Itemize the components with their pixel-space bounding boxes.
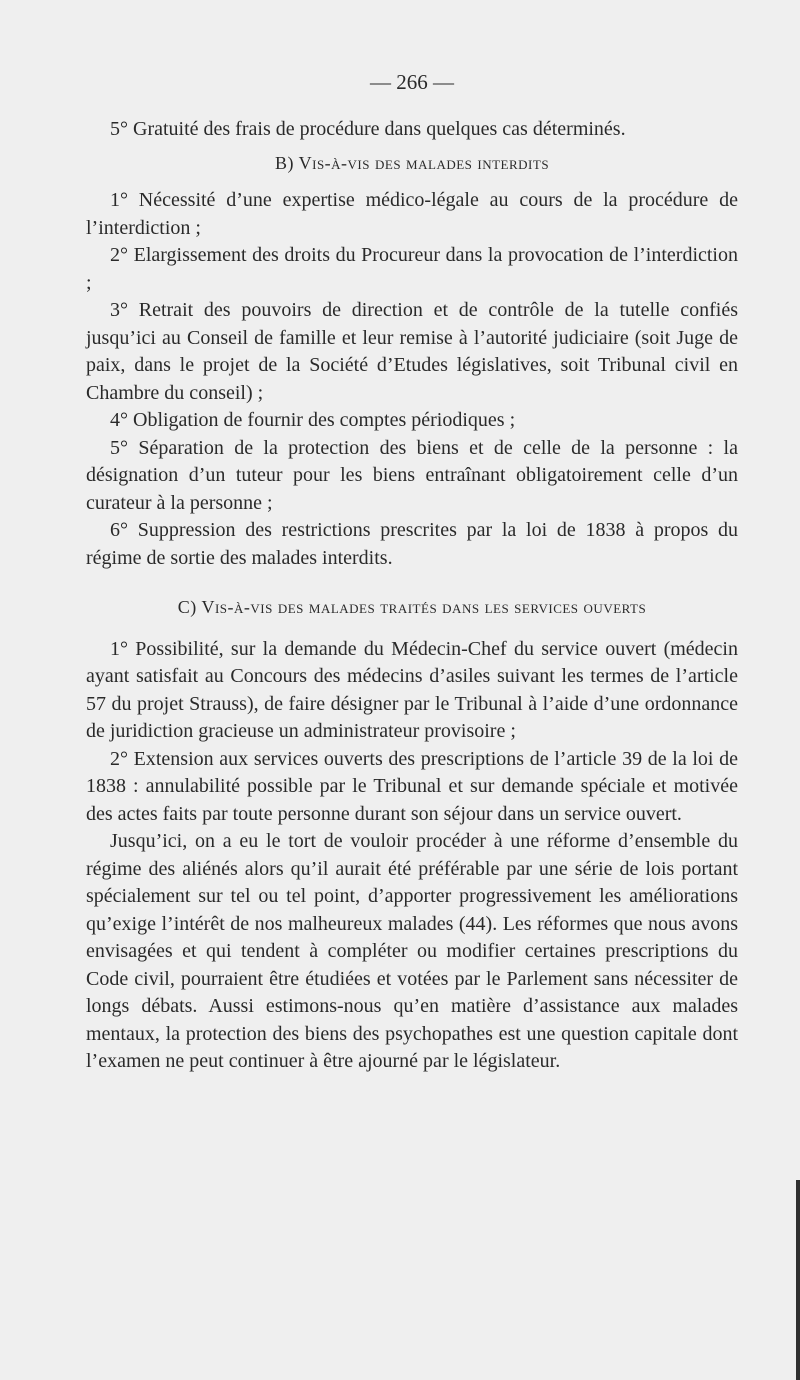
document-page [86, 68, 738, 1076]
section-c-heading: C) Vis-à-vis des malades traités dans les services ouverts [177, 597, 647, 617]
item-a-5: 5° Gratuité des frais de procédure dans quelques cas déterminés. [110, 118, 626, 140]
page-edge-shadow [796, 1180, 800, 1380]
section-b-item-6: 6° Suppression des restrictions prescrites par la loi de 1838 à propos du régime de sortie des malades interdits. [86, 519, 738, 569]
section-b-item-2: 2° Elargissement des droits du Procureur dans la provocation de l’interdiction ; [86, 244, 738, 294]
section-b-heading: B) Vis-à-vis des malades interdits [274, 152, 550, 173]
section-b-item-1: 1° Nécessité d’une expertise médico-légale au cours de la procédure de l’interdiction ; [86, 189, 738, 239]
page-number: — 266 — [370, 70, 454, 94]
section-b-item-4: 4° Obligation de fournir des comptes périodiques ; [110, 409, 516, 431]
section-b-item-3: 3° Retrait des pouvoirs de direction et de contrôle de la tutelle confiés jusqu’ici au Conseil de famille et leur remise à l’autorité judiciaire (soit Juge de paix, dans le projet de la Société d’Etudes législatives, soit Tribunal civil en Chambre du conseil) ; [86, 299, 738, 404]
section-c-item-1: 1° Possibilité, sur la demande du Médecin-Chef du service ouvert (médecin ayant satisfait au Concours des médecins d’asiles suivant les termes de l’article 57 du projet Strauss), de faire désigner par le Tribunal à l’aide d’une ordonnance de juridiction gracieuse un administrateur provisoire ; [86, 637, 738, 742]
conclusion-paragraph: Jusqu’ici, on a eu le tort de vouloir procéder à une réforme d’ensemble du régime des aliénés alors qu’il aurait été préférable par une série de lois portant spécialement sur tel ou tel point, d’apporter progressivement les améliorations qu’exige l’intérêt de nos malheureux malades (44). Les réformes que nous avons envisagées et qui tendent à compléter ou modifier certaines prescriptions du Code civil, pourraient être étudiées et votées par le Parlement sans nécessiter de longs débats. Aussi estimons-nous qu’en matière d’assistance aux malades mentaux, la protection des biens des psychopathes est une question capitale dont l’examen ne peut continuer à être ajourné par le législateur. [86, 830, 738, 1072]
section-b-item-5: 5° Séparation de la protection des biens et de celle de la personne : la désignation d’un tuteur pour les biens entraînant obligatoirement celle d’un curateur à la personne ; [86, 436, 738, 514]
section-c-item-2: 2° Extension aux services ouverts des prescriptions de l’article 39 de la loi de 1838 : annulabilité possible par le Tribunal et sur demande spéciale et motivée des actes faits par toute personne durant son séjour dans un service ouvert. [86, 747, 738, 825]
